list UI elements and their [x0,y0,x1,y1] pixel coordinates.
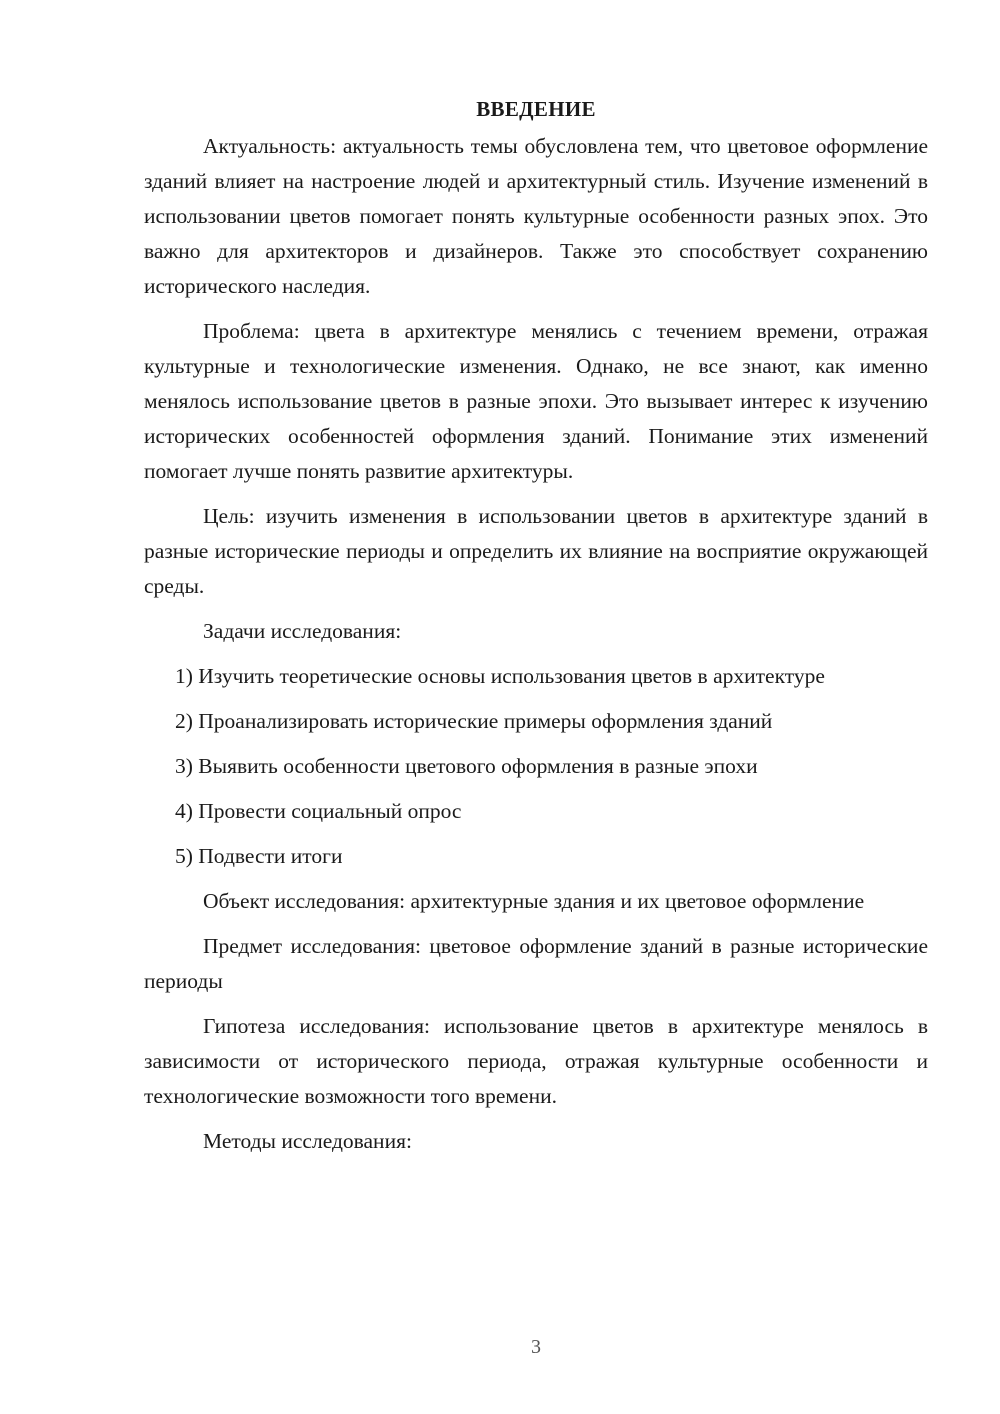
paragraph-object: Объект исследования: архитектурные здания и их цветовое оформление [203,889,865,913]
paragraph-hypothesis: Гипотеза исследования: использование цветов в архитектуре менялось в зависимости от исторического периода, отражая культурные особенности и технологические возможности того времени. [144,1014,928,1108]
tasks-list [144,659,928,874]
list-item: 4) Провести социальный опрос [175,799,462,823]
page-title: ВВЕДЕНИЕ [476,97,596,121]
paragraph-problem: Проблема: цвета в архитектуре менялись с течением времени, отражая культурные и технологические изменения. Однако, не все знают, как именно менялось использование цветов в разные эпохи. Это вызывает интерес к изучению исторических особенностей оформления зданий. Понимание этих изменений помогает лучше понять развитие архитектуры. [144,319,928,483]
paragraph-relevance: Актуальность: актуальность темы обусловлена тем, что цветовое оформление зданий влияет на настроение людей и архитектурный стиль. Изучение изменений в использовании цветов помогает понять культурные особенности разных эпох. Это важно для архитекторов и дизайнеров. Также это способствует сохранению исторического наследия. [144,134,928,298]
document-page [144,92,928,1169]
paragraph-subject: Предмет исследования: цветовое оформление зданий в разные исторические периоды [144,934,928,993]
paragraph-goal: Цель: изучить изменения в использовании цветов в архитектуре зданий в разные исторические периоды и определить их влияние на восприятие окружающей среды. [144,504,928,598]
list-item: 2) Проанализировать исторические примеры оформления зданий [175,709,773,733]
tasks-heading: Задачи исследования: [203,619,402,643]
methods-heading: Методы исследования: [203,1129,412,1153]
list-item: 3) Выявить особенности цветового оформления в разные эпохи [175,754,758,778]
page-number: 3 [531,1336,541,1358]
list-item: 5) Подвести итоги [175,844,343,868]
list-item: 1) Изучить теоретические основы использования цветов в архитектуре [175,664,825,688]
